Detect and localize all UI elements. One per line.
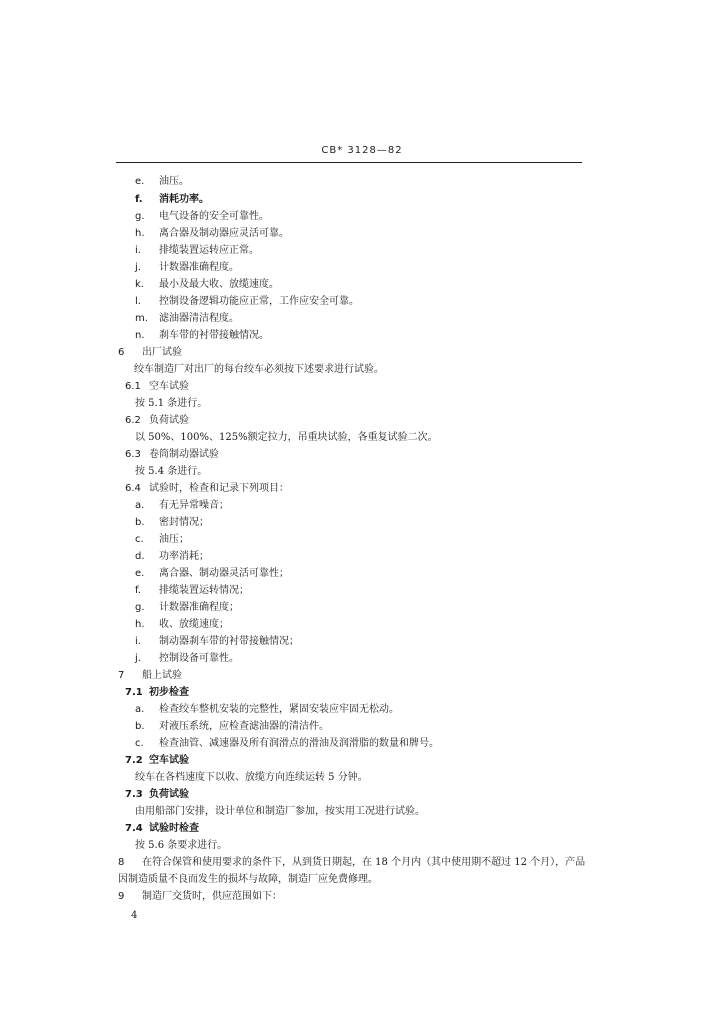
line-marker: n. (135, 330, 145, 341)
line-text: 电气设备的安全可靠性。 (159, 211, 269, 222)
line-marker: e. (135, 568, 145, 579)
line-text: 密封情况； (159, 517, 209, 528)
line-marker: b. (135, 721, 145, 732)
line-text: 油压； (159, 534, 189, 545)
line-text: 离合器及制动器应灵活可靠。 (159, 228, 289, 239)
line-marker: i. (135, 636, 141, 647)
text-line (125, 415, 189, 427)
line-marker: h. (135, 619, 145, 630)
text-line (135, 704, 399, 716)
text-line (135, 432, 438, 444)
text-line (135, 602, 239, 614)
line-text: 卷筒制动器试验 (149, 449, 219, 460)
line-text: 滤油器清洁程度。 (159, 313, 239, 324)
text-line (125, 449, 219, 461)
line-marker: 6 (118, 347, 125, 358)
text-line (135, 211, 269, 223)
text-line (135, 262, 239, 274)
line-text: 对液压系统，应检查滤油器的清洁件。 (159, 721, 329, 732)
line-text: 最小及最大收、放缆速度。 (159, 279, 279, 290)
line-text: 试验时检查 (149, 823, 199, 834)
line-text: 出厂试验 (142, 347, 182, 358)
text-line (135, 806, 425, 818)
line-text: 控制设备可靠性。 (159, 653, 239, 664)
line-text: 制动器刹车带的衬带接触情况； (159, 636, 299, 647)
line-marker: 8 (118, 857, 125, 868)
line-text: 刹车带的衬带接触情况。 (159, 330, 269, 341)
line-marker: 6.1 (125, 381, 141, 392)
line-text: 按 5.6 条要求进行。 (135, 840, 228, 851)
line-text: 排缆装置运转应正常。 (159, 245, 259, 256)
line-marker: 7.2 (125, 755, 143, 766)
text-line (125, 381, 189, 393)
text-line (118, 347, 182, 359)
text-line (135, 296, 359, 308)
text-line (135, 738, 439, 750)
text-line (135, 568, 289, 580)
text-line (135, 517, 209, 529)
line-marker: k. (135, 279, 144, 290)
text-line (135, 313, 239, 325)
line-marker: g. (135, 211, 145, 222)
text-line (135, 585, 249, 597)
line-marker: j. (135, 262, 141, 273)
line-text: 负荷试验 (149, 415, 189, 426)
page-number: 4 (131, 910, 138, 921)
line-text: 初步检查 (149, 687, 189, 698)
text-line (135, 279, 279, 291)
text-line (118, 874, 378, 886)
line-text: 按 5.4 条进行。 (135, 466, 208, 477)
text-line (135, 653, 239, 665)
line-marker: b. (135, 517, 145, 528)
line-text: 消耗功率。 (159, 194, 209, 205)
line-text: 船上试验 (142, 670, 182, 681)
line-marker: d. (135, 551, 145, 562)
line-text: 在符合保管和使用要求的条件下，从到货日期起，在 18 个月内（其中使用期不超过 12 个月），产品 (142, 857, 586, 868)
line-marker: 7.3 (125, 789, 143, 800)
line-text: 因制造质量不良而发生的损坏与故障，制造厂应免费修理。 (118, 874, 378, 885)
line-text: 计数器准确程度； (159, 602, 239, 613)
line-marker: c. (135, 738, 144, 749)
line-marker: l. (135, 296, 141, 307)
text-line (134, 364, 384, 376)
text-line (125, 755, 189, 767)
line-marker: i. (135, 245, 141, 256)
text-line (135, 551, 209, 563)
line-text: 绞车制造厂对出厂的每台绞车必须按下述要求进行试验。 (134, 364, 384, 375)
line-marker: a. (135, 704, 145, 715)
text-line (125, 789, 189, 801)
line-marker: h. (135, 228, 145, 239)
line-marker: 9 (118, 891, 125, 902)
line-marker: 6.3 (125, 449, 141, 460)
text-line (118, 891, 282, 903)
document-header: CB* 3128—82 (321, 145, 403, 156)
line-text: 试验时，检查和记录下列项目： (149, 483, 289, 494)
text-line (135, 245, 259, 257)
line-text: 计数器准确程度。 (159, 262, 239, 273)
text-line (135, 772, 368, 784)
line-text: 以 50%、100%、125%额定拉力，吊重块试验，各重复试验二次。 (135, 432, 438, 443)
line-text: 控制设备逻辑功能应正常，工作应安全可靠。 (159, 296, 359, 307)
line-text: 制造厂交货时，供应范围如下： (142, 891, 282, 902)
text-line (135, 636, 299, 648)
line-marker: 7 (118, 670, 125, 681)
line-marker: 7.1 (125, 687, 143, 698)
line-text: 负荷试验 (149, 789, 189, 800)
line-text: 检查绞车整机安装的完整性，紧固安装应牢固无松动。 (159, 704, 399, 715)
line-marker: f. (135, 194, 143, 205)
line-marker: 7.4 (125, 823, 143, 834)
line-marker: g. (135, 602, 145, 613)
text-line (135, 228, 289, 240)
line-text: 排缆装置运转情况； (159, 585, 249, 596)
text-line (135, 398, 207, 410)
text-line (125, 823, 199, 835)
header-rule (116, 162, 582, 163)
text-line (135, 466, 207, 478)
line-text: 离合器、制动器灵活可靠性； (159, 568, 289, 579)
line-text: 按 5.1 条进行。 (135, 398, 208, 409)
text-line (125, 483, 289, 495)
line-marker: c. (135, 534, 144, 545)
line-text: 功率消耗； (159, 551, 209, 562)
line-marker: f. (135, 585, 141, 596)
line-marker: e. (135, 176, 145, 187)
line-text: 空车试验 (149, 381, 189, 392)
text-line (135, 721, 329, 733)
line-marker: m. (135, 313, 148, 324)
text-line (135, 534, 189, 546)
line-text: 油压。 (159, 176, 189, 187)
line-marker: 6.2 (125, 415, 141, 426)
text-line (135, 194, 209, 206)
text-line (125, 687, 189, 699)
line-text: 收、放缆速度； (159, 619, 229, 630)
line-text: 空车试验 (149, 755, 189, 766)
line-marker: a. (135, 500, 145, 511)
line-text: 检查油管、减速器及所有润滑点的滑油及润滑脂的数量和牌号。 (159, 738, 439, 749)
text-line (118, 670, 182, 682)
text-line (135, 840, 227, 852)
line-text: 有无异常噪音； (159, 500, 229, 511)
text-line (135, 330, 269, 342)
text-line (135, 176, 189, 188)
line-marker: 6.4 (125, 483, 141, 494)
text-line (118, 857, 585, 869)
line-text: 由用船部门安排，设计单位和制造厂参加，按实用工况进行试验。 (135, 806, 425, 817)
line-text: 绞车在各档速度下以收、放缆方向连续运转 5 分钟。 (135, 772, 368, 783)
text-line (135, 619, 229, 631)
text-line (135, 500, 229, 512)
line-marker: j. (135, 653, 141, 664)
